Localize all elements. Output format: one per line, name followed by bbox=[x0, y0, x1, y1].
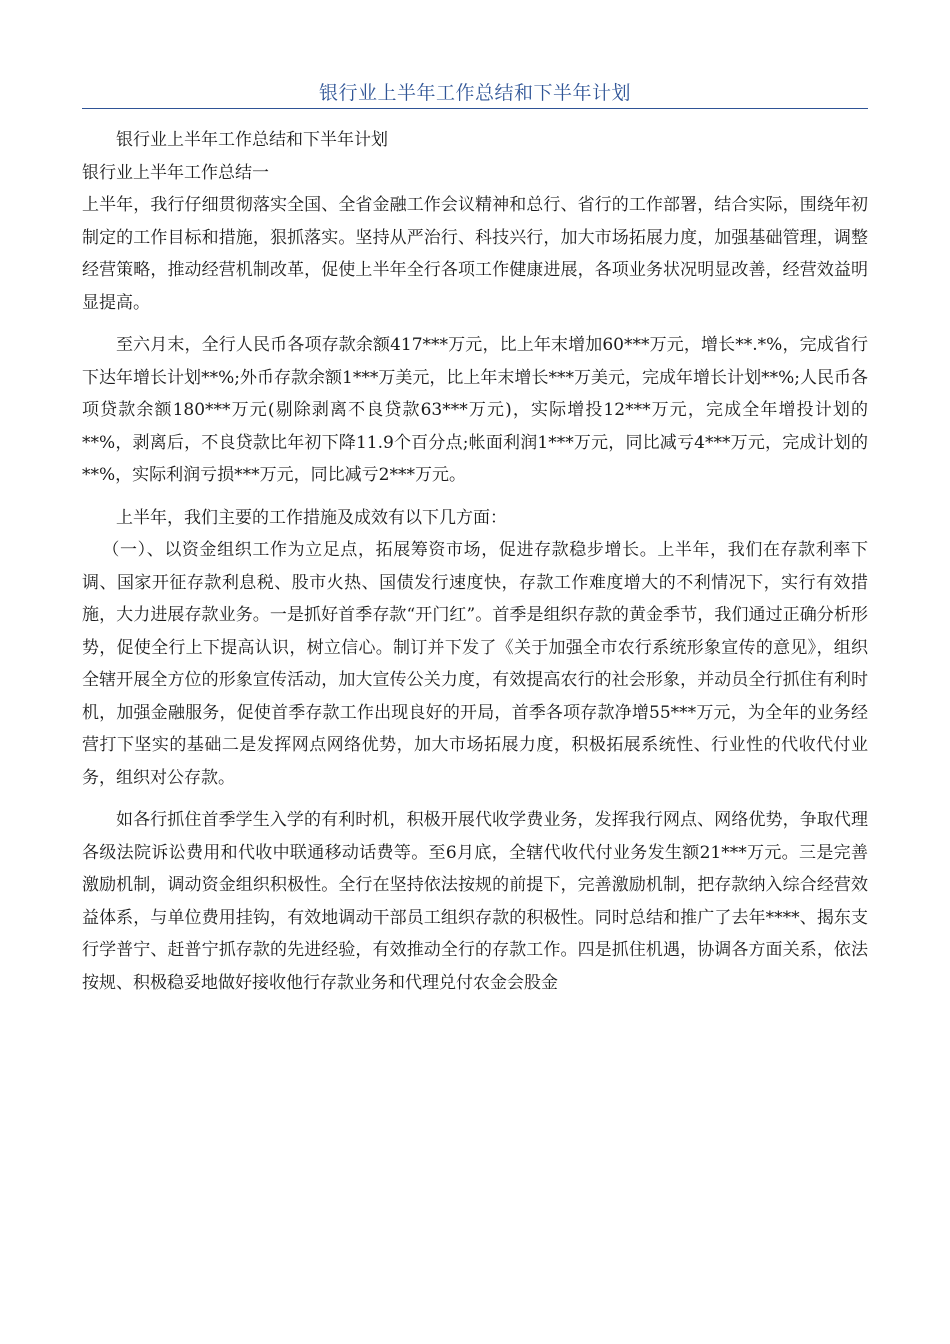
document-title: 银行业上半年工作总结和下半年计划 bbox=[116, 130, 388, 150]
paragraph-figures: 至六月末，全行人民币各项存款余额417***万元，比上年末增加60***万元，增长**.*%，完成省行下达年增长计划**%;外币存款余额1***万美元，比上年末增长***万美元，完成年增长计划**%;人民币各项贷款余额180***万元(剔除剥离不良贷款63***万元)，实际增投12***万元，完成全年增投计划的**%，剥离后，不良贷款比年初下降11.9个百分点;帐面利润1***万元，同比减亏4***万元，完成计划的**%，实际利润亏损***万元，同比减亏2***万元。 bbox=[82, 335, 868, 485]
paragraph-continuation: 如各行抓住首季学生入学的有利时机，积极开展代收学费业务，发挥我行网点、网络优势，争取代理各级法院诉讼费用和代收中联通移动话费等。至6月底，全辖代收代付业务发生额21***万元。三是完善激励机制，调动资金组织积极性。全行在坚持依法按规的前提下，完善激励机制，把存款纳入综合经营效益体系，与单位费用挂钩，有效地调动干部员工组织存款的积极性。同时总结和推广了去年****、揭东支行学普宁、赶普宁抓存款的先进经验，有效推动全行的存款工作。四是抓住机遇，协调各方面关系，依法按规、积极稳妥地做好接收他行存款业务和代理兑付农金会股金 bbox=[82, 810, 868, 993]
document-body bbox=[82, 124, 868, 999]
paragraph-measure-one: （一）、以资金组织工作为立足点，拓展筹资市场，促进存款稳步增长。上半年，我们在存款利率下调、国家开征存款利息税、股市火热、国债发行速度快，存款工作难度增大的不利情况下，实行有效措施，大力进展存款业务。一是抓好首季存款“开门红”。首季是组织存款的黄金季节，我们通过正确分析形势，促使全行上下提高认识，树立信心。制订并下发了《关于加强全市农行系统形象宣传的意见》，组织全辖开展全方位的形象宣传活动，加大宣传公关力度，有效提高农行的社会形象，并动员全行抓住有利时机，加强金融服务，促使首季存款工作出现良好的开局，首季各项存款净增55***万元，为全年的业务经营打下坚实的基础二是发挥网点网络优势，加大市场拓展力度，积极拓展系统性、行业性的代收代付业务，组织对公存款。 bbox=[82, 540, 868, 788]
paragraph-intro: 上半年，我行仔细贯彻落实全国、全省金融工作会议精神和总行、省行的工作部署，结合实际，围绕年初制定的工作目标和措施，狠抓落实。坚持从严治行、科技兴行，加大市场拓展力度，加强基础管理，调整经营策略，推动经营机制改革，促使上半年全行各项工作健康进展，各项业务状况明显改善，经营效益明显提高。 bbox=[82, 195, 868, 313]
header-divider bbox=[82, 108, 868, 109]
section-heading: 银行业上半年工作总结一 bbox=[82, 162, 269, 183]
paragraph-measures-intro: 上半年，我们主要的工作措施及成效有以下几方面： bbox=[116, 507, 507, 528]
running-header-title: 银行业上半年工作总结和下半年计划 bbox=[318, 82, 631, 104]
